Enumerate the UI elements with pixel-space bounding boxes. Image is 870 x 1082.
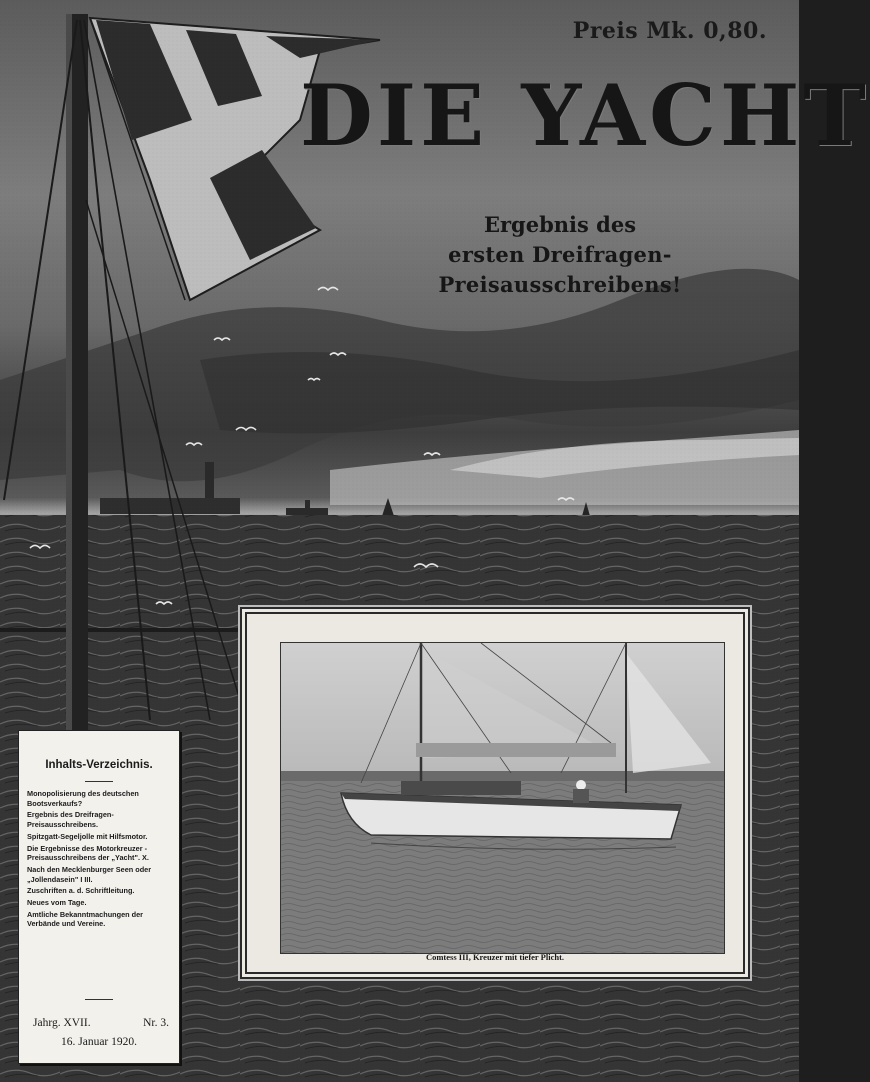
magazine-title: DIE YACHT — [300, 66, 870, 165]
toc-item: Zuschriften a. d. Schriftleitung. — [27, 886, 135, 896]
toc-divider — [85, 781, 113, 782]
volume-label: Jahrg. XVII. — [33, 1017, 91, 1029]
toc-title: Inhalts-Verzeichnis. — [45, 759, 153, 771]
toc-item: Amtliche Bekanntmachungen der Verbände und Vereine. — [27, 909, 143, 929]
photo-frame — [240, 607, 750, 979]
toc-item: Monopolisierung des deutschen Bootsverkaufs? — [27, 789, 139, 808]
cover-headline — [340, 210, 780, 300]
issue-number: Nr. 3. — [143, 1017, 169, 1029]
headline-line-2: ersten Dreifragen-Preisausschreibens! — [438, 242, 682, 297]
toc-item: Neues vom Tage. — [27, 898, 87, 908]
photo-caption: Comtess III, Kreuzer mit tiefer Plicht. — [425, 952, 565, 962]
toc-item: Nach den Mecklenburger Seen oder „Jollendasein" I III. — [27, 864, 152, 884]
toc-item: Spitzgatt-Segeljolle mit Hilfsmotor. — [27, 831, 148, 841]
price-label: Preis Mk. 0,80. — [572, 18, 767, 44]
toc-list — [27, 789, 173, 931]
issue-date: 16. Januar 1920. — [60, 1036, 137, 1048]
toc-item: Die Ergebnisse des Motorkreuzer - Preisausschreibens der „Yacht". X. — [27, 843, 149, 863]
toc-divider — [85, 999, 113, 1000]
table-of-contents — [18, 730, 180, 1064]
toc-item: Ergebnis des Dreifragen-Preisausschreibens. — [27, 810, 114, 829]
headline-line-1: Ergebnis des — [483, 212, 637, 237]
yacht-photo — [280, 642, 725, 954]
